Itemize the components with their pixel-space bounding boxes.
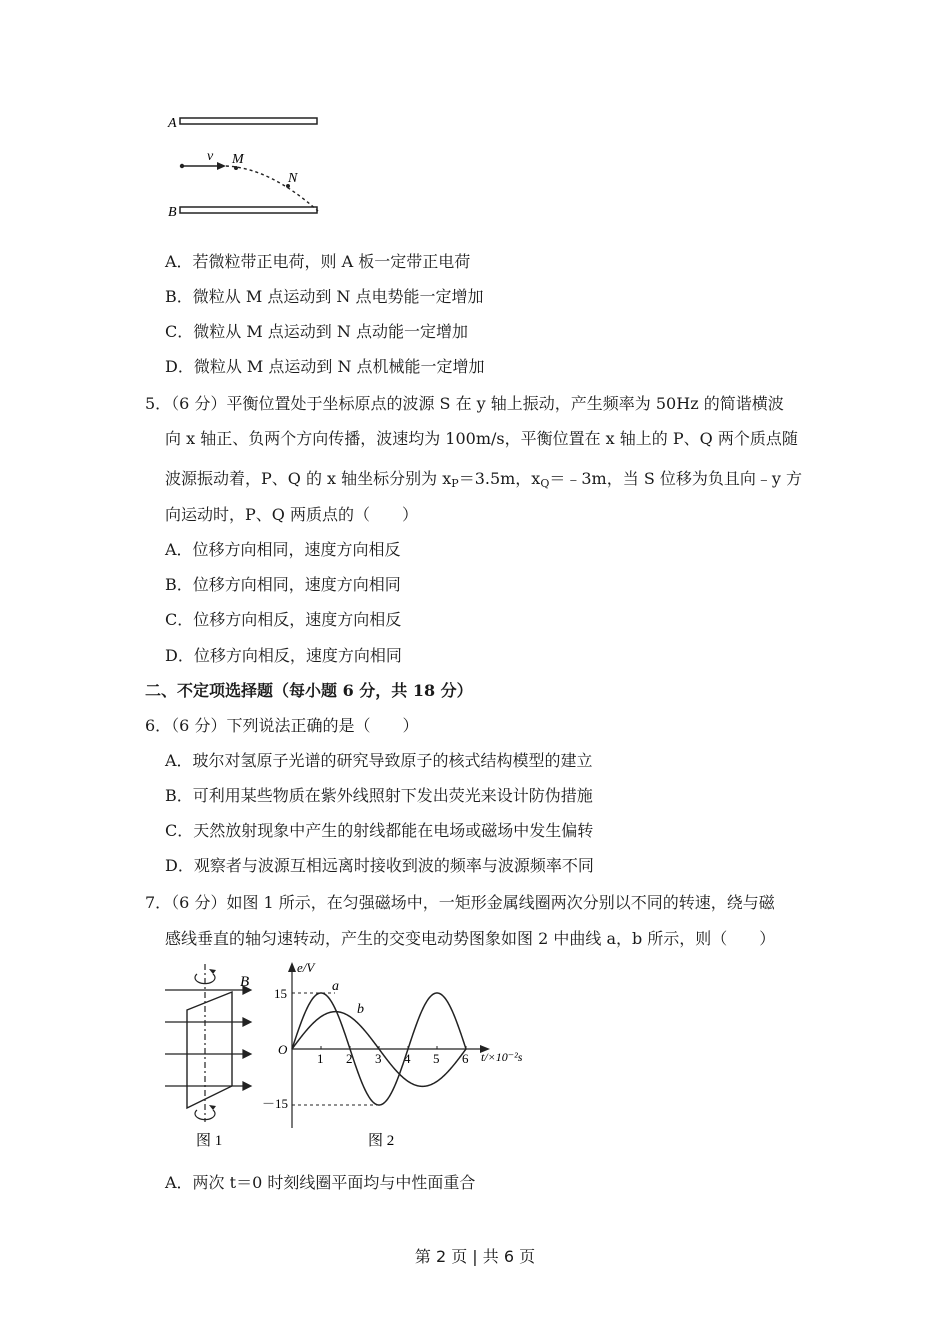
q5-line3-part-b: ＝3.5m，x [458,469,541,488]
q5-stem-line4: 向运动时，P、Q 两质点的（ ） [165,505,418,524]
q5-stem-line1: 5．（6 分）平衡位置处于坐标原点的波源 S 在 y 轴上振动，产生频率为 50Hz 的简谐横波 [145,394,784,413]
plate-a-label: A [168,116,177,131]
q5-sub-p: P [451,477,459,490]
plates-figure [160,108,340,223]
q4-option-c: C．微粒从 M 点运动到 N 点动能一定增加 [165,322,468,341]
section2-title: 二、不定项选择题（每小题 6 分，共 18 分） [145,681,473,700]
point-n-label: N [288,171,298,186]
q6-option-c: C．天然放射现象中产生的射线都能在电场或磁场中发生偏转 [165,821,594,840]
y-axis-arrow [288,962,296,972]
figure-1-caption: 图 1 [196,1133,223,1149]
q6-option-d: D．观察者与波源互相远离时接收到波的频率与波源频率不同 [165,856,594,875]
x-tick-label: 3 [375,1051,382,1066]
x-tick-label: 1 [317,1051,324,1066]
q5-sub-q: Q [540,477,550,490]
q5-stem-line2: 向 x 轴正、负两个方向传播，波速均为 100m/s，平衡位置在 x 轴上的 P、Q 两个质点随 [165,429,798,448]
trajectory-path [226,166,318,211]
q4-option-b: B．微粒从 M 点运动到 N 点电势能一定增加 [165,287,484,306]
plate-b-label: B [168,205,177,220]
y-tick-neg: －15 [262,1096,289,1111]
q6-option-b: B．可利用某些物质在紫外线照射下发出荧光来设计防伪措施 [165,786,593,805]
coil-loop [187,992,232,1108]
x-tick-label: 6 [462,1051,469,1066]
x-tick-label: 2 [346,1051,353,1066]
plate-b [180,207,317,213]
q5-stem-line3 [165,469,802,494]
q7-stem-line1: 7．（6 分）如图 1 所示，在匀强磁场中，一矩形金属线圈两次分别以不同的转速，绕与磁 [145,893,775,912]
figure-1-coil [160,962,270,1152]
field-b-label: B [240,974,250,990]
figure-2-graph [262,958,552,1154]
q4-option-d: D．微粒从 M 点运动到 N 点机械能一定增加 [165,357,485,376]
q5-line3-part-a: 波源振动着，P、Q 的 x 轴坐标分别为 x [165,469,452,488]
plate-a [180,118,317,124]
x-axis-label: t/×10⁻²s [481,1050,523,1064]
q5-option-c: C．位移方向相反，速度方向相反 [165,610,402,629]
rotation-arrowhead-top [209,969,216,974]
velocity-label: v [207,149,214,164]
q5-option-b: B．位移方向相同，速度方向相同 [165,575,401,594]
figure-2-caption: 图 2 [368,1133,395,1149]
page-footer: 第 2 页 | 共 6 页 [414,1247,536,1266]
q7-stem-line2: 感线垂直的轴匀速转动，产生的交变电动势图象如图 2 中曲线 a，b 所示，则（ ） [165,929,776,948]
curve-b-label: b [357,1002,364,1017]
velocity-arrowhead [217,162,226,170]
y-axis-label: e/V [297,960,315,975]
origin-label: O [278,1042,288,1057]
q7-option-a: A．两次 t＝0 时刻线圈平面均与中性面重合 [165,1173,476,1192]
q4-option-a: A．若微粒带正电荷，则 A 板一定带正电荷 [165,252,471,271]
rotation-arrowhead-bottom [209,1105,216,1110]
x-tick-label: 5 [433,1051,440,1066]
q6-stem: 6．（6 分）下列说法正确的是（ ） [145,716,419,735]
curve-a-label: a [332,979,339,994]
q5-line3-part-c: ＝﹣3m，当 S 位移为负且向﹣y 方 [549,469,802,488]
q5-option-d: D．位移方向相反，速度方向相同 [165,646,402,665]
x-tick-label: 4 [404,1051,411,1066]
point-m-label: M [232,152,244,167]
q6-option-a: A．玻尔对氢原子光谱的研究导致原子的核式结构模型的建立 [165,751,593,770]
q5-option-a: A．位移方向相同，速度方向相反 [165,540,401,559]
y-tick-pos: 15 [274,986,287,1001]
